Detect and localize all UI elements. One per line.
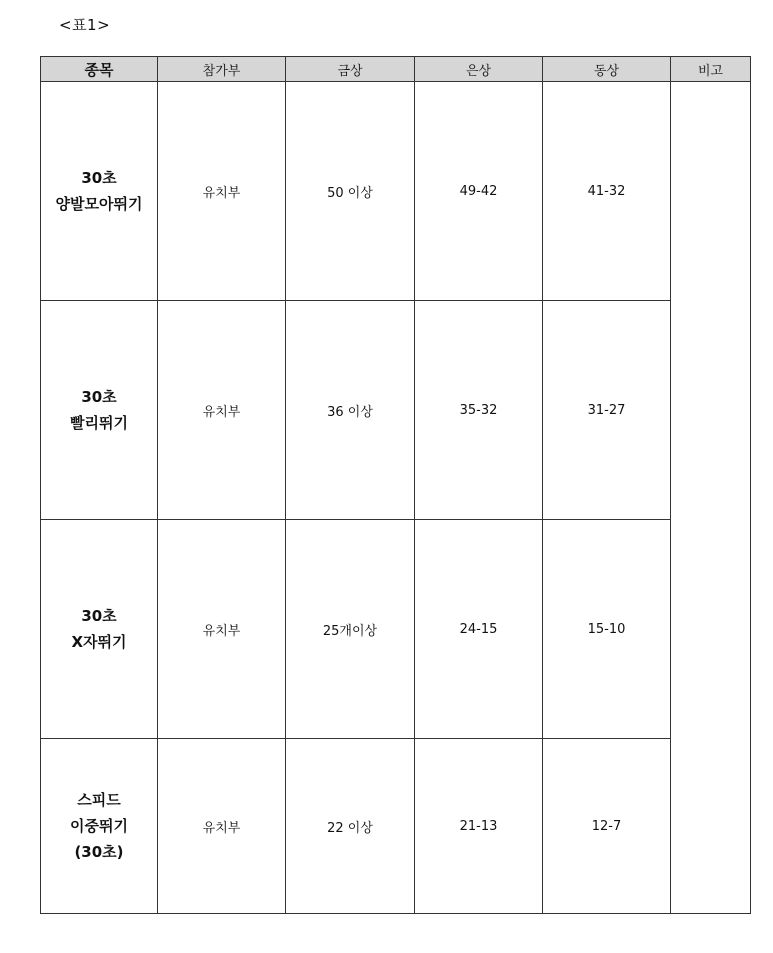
gold-cell: 36 이상 <box>286 301 415 520</box>
event-cell <box>41 82 158 301</box>
header-event: 종목 <box>41 57 158 82</box>
gold-cell: 25개이상 <box>286 520 415 739</box>
remarks-cell <box>671 82 751 914</box>
bronze-cell: 31-27 <box>543 301 671 520</box>
event-line: X자뛰기 <box>71 633 127 651</box>
header-bronze: 동상 <box>543 57 671 82</box>
division-cell: 유치부 <box>158 301 286 520</box>
division-cell: 유치부 <box>158 82 286 301</box>
event-cell <box>41 739 158 914</box>
award-criteria-table <box>40 56 751 914</box>
table-row <box>41 301 751 520</box>
silver-cell: 49-42 <box>415 82 543 301</box>
division-cell: 유치부 <box>158 520 286 739</box>
gold-cell: 22 이상 <box>286 739 415 914</box>
event-line: 스피드 <box>77 790 121 809</box>
silver-cell: 21-13 <box>415 739 543 914</box>
bronze-cell: 41-32 <box>543 82 671 301</box>
header-gold: 금상 <box>286 57 415 82</box>
table-caption: <표1> <box>59 16 111 34</box>
event-line: 30초 <box>81 168 117 187</box>
event-line: 빨리뛰기 <box>70 414 128 432</box>
event-cell <box>41 520 158 739</box>
bronze-cell: 15-10 <box>543 520 671 739</box>
event-line: 이중뛰기 <box>70 816 128 835</box>
event-line: 30초 <box>81 387 117 406</box>
event-line: (30초) <box>74 843 124 862</box>
table-row <box>41 82 751 301</box>
header-division: 참가부 <box>158 57 286 82</box>
gold-cell: 50 이상 <box>286 82 415 301</box>
event-line: 양발모아뛰기 <box>55 195 143 213</box>
table-row <box>41 739 751 914</box>
header-silver: 은상 <box>415 57 543 82</box>
silver-cell: 35-32 <box>415 301 543 520</box>
division-cell: 유치부 <box>158 739 286 914</box>
header-row <box>41 57 751 82</box>
bronze-cell: 12-7 <box>543 739 671 914</box>
header-remarks: 비고 <box>671 57 751 82</box>
event-cell <box>41 301 158 520</box>
event-line: 30초 <box>81 606 117 625</box>
silver-cell: 24-15 <box>415 520 543 739</box>
table-row <box>41 520 751 739</box>
